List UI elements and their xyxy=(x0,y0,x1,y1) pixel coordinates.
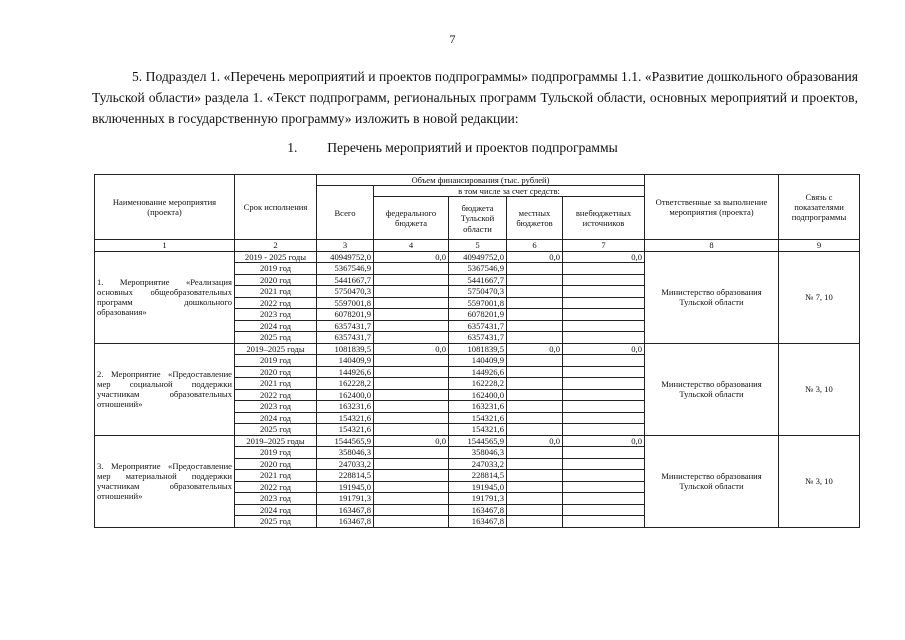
section-number: 1. xyxy=(287,140,298,155)
extra-cell xyxy=(563,458,645,470)
extra-cell: 0,0 xyxy=(563,343,645,355)
regional-cell: 228814,5 xyxy=(449,470,507,482)
column-number: 2 xyxy=(235,240,317,251)
extra-cell xyxy=(563,274,645,286)
regional-cell: 163467,8 xyxy=(449,516,507,528)
federal-cell xyxy=(374,470,449,482)
federal-cell xyxy=(374,401,449,413)
period-cell: 2024 год xyxy=(235,320,317,332)
extra-cell xyxy=(563,355,645,367)
extra-cell xyxy=(563,320,645,332)
extra-cell xyxy=(563,389,645,401)
extra-cell: 0,0 xyxy=(563,251,645,263)
header-regional: бюджета Тульской области xyxy=(449,197,507,240)
column-number: 4 xyxy=(374,240,449,251)
extra-cell xyxy=(563,297,645,309)
extra-cell xyxy=(563,332,645,344)
total-cell: 154321,6 xyxy=(317,412,374,424)
regional-cell: 140409,9 xyxy=(449,355,507,367)
local-cell xyxy=(507,481,563,493)
indicator-link-cell: № 3, 10 xyxy=(779,343,860,435)
header-period: Срок исполнения xyxy=(235,175,317,240)
extra-cell xyxy=(563,378,645,390)
column-number: 9 xyxy=(779,240,860,251)
total-cell: 191791,3 xyxy=(317,493,374,505)
total-cell: 163467,8 xyxy=(317,504,374,516)
local-cell xyxy=(507,389,563,401)
total-cell: 163231,6 xyxy=(317,401,374,413)
total-cell: 5367546,9 xyxy=(317,263,374,275)
responsible-cell: Министерство образования Тульской области xyxy=(645,435,779,527)
local-cell xyxy=(507,458,563,470)
federal-cell xyxy=(374,378,449,390)
total-cell: 140409,9 xyxy=(317,355,374,367)
total-cell: 5750470,3 xyxy=(317,286,374,298)
total-cell: 5441667,7 xyxy=(317,274,374,286)
total-cell: 154321,6 xyxy=(317,424,374,436)
period-cell: 2019–2025 годы xyxy=(235,435,317,447)
period-cell: 2019–2025 годы xyxy=(235,343,317,355)
total-cell: 40949752,0 xyxy=(317,251,374,263)
local-cell xyxy=(507,378,563,390)
extra-cell xyxy=(563,504,645,516)
federal-cell: 0,0 xyxy=(374,251,449,263)
extra-cell: 0,0 xyxy=(563,435,645,447)
indicator-link-cell: № 7, 10 xyxy=(779,251,860,343)
extra-cell xyxy=(563,309,645,321)
extra-cell xyxy=(563,263,645,275)
column-number: 5 xyxy=(449,240,507,251)
regional-cell: 144926,6 xyxy=(449,366,507,378)
extra-cell xyxy=(563,424,645,436)
period-cell: 2019 - 2025 годы xyxy=(235,251,317,263)
regional-cell: 5750470,3 xyxy=(449,286,507,298)
table-row xyxy=(95,435,860,447)
regional-cell: 1081839,5 xyxy=(449,343,507,355)
measure-name: 2. Мероприятие «Предоставление мер социальной поддержки участникам образовательных отношений» xyxy=(95,343,235,435)
period-cell: 2020 год xyxy=(235,458,317,470)
header-funding: Объем финансирования (тыс. рублей) xyxy=(317,175,645,186)
extra-cell xyxy=(563,401,645,413)
regional-cell: 191945,0 xyxy=(449,481,507,493)
federal-cell xyxy=(374,355,449,367)
period-cell: 2022 год xyxy=(235,481,317,493)
extra-cell xyxy=(563,516,645,528)
regional-cell: 40949752,0 xyxy=(449,251,507,263)
period-cell: 2024 год xyxy=(235,504,317,516)
column-number: 7 xyxy=(563,240,645,251)
federal-cell xyxy=(374,332,449,344)
regional-cell: 163231,6 xyxy=(449,401,507,413)
local-cell xyxy=(507,493,563,505)
total-cell: 6078201,9 xyxy=(317,309,374,321)
period-cell: 2019 год xyxy=(235,263,317,275)
local-cell xyxy=(507,274,563,286)
period-cell: 2023 год xyxy=(235,493,317,505)
local-cell xyxy=(507,412,563,424)
local-cell xyxy=(507,470,563,482)
header-responsible: Ответственные за выполнение мероприятия (проекта) xyxy=(645,175,779,240)
column-number: 1 xyxy=(95,240,235,251)
regional-cell: 6078201,9 xyxy=(449,309,507,321)
federal-cell xyxy=(374,424,449,436)
federal-cell xyxy=(374,274,449,286)
regional-cell: 247033,2 xyxy=(449,458,507,470)
extra-cell xyxy=(563,412,645,424)
local-cell xyxy=(507,320,563,332)
local-cell: 0,0 xyxy=(507,343,563,355)
federal-cell xyxy=(374,412,449,424)
federal-cell xyxy=(374,286,449,298)
local-cell xyxy=(507,263,563,275)
federal-cell: 0,0 xyxy=(374,343,449,355)
header-total: Всего xyxy=(317,186,374,240)
header-name: Наименование мероприятия (проекта) xyxy=(95,175,235,240)
regional-cell: 6357431,7 xyxy=(449,332,507,344)
indicator-link-cell: № 3, 10 xyxy=(779,435,860,527)
local-cell xyxy=(507,332,563,344)
intro-paragraph: 5. Подраздел 1. «Перечень мероприятий и проектов подпрограммы» подпрограммы 1.1. «Развитие дошкольного образования Тульской области» раздела 1. «Текст подпрограмм, региональных программ Тульской области, основных мероприятий и проектов, включенных в государственную программу» изложить в новой редакции: xyxy=(92,69,858,126)
total-cell: 163467,8 xyxy=(317,516,374,528)
regional-cell: 162228,2 xyxy=(449,378,507,390)
regional-cell: 5597001,8 xyxy=(449,297,507,309)
measure-name: 1. Мероприятие «Реализация основных общеобразовательных программ дошкольного образования» xyxy=(95,251,235,343)
regional-cell: 1544565,9 xyxy=(449,435,507,447)
period-cell: 2019 год xyxy=(235,355,317,367)
header-extra: внебюджетных источников xyxy=(563,197,645,240)
period-cell: 2021 год xyxy=(235,470,317,482)
regional-cell: 358046,3 xyxy=(449,447,507,459)
page-number: 7 xyxy=(449,32,456,46)
responsible-cell: Министерство образования Тульской области xyxy=(645,343,779,435)
local-cell xyxy=(507,401,563,413)
federal-cell xyxy=(374,458,449,470)
extra-cell xyxy=(563,447,645,459)
local-cell: 0,0 xyxy=(507,435,563,447)
total-cell: 144926,6 xyxy=(317,366,374,378)
federal-cell xyxy=(374,447,449,459)
federal-cell xyxy=(374,263,449,275)
header-local: местных бюджетов xyxy=(507,197,563,240)
federal-cell xyxy=(374,320,449,332)
local-cell xyxy=(507,286,563,298)
federal-cell xyxy=(374,297,449,309)
regional-cell: 6357431,7 xyxy=(449,320,507,332)
federal-cell xyxy=(374,366,449,378)
total-cell: 358046,3 xyxy=(317,447,374,459)
responsible-cell: Министерство образования Тульской области xyxy=(645,251,779,343)
extra-cell xyxy=(563,366,645,378)
federal-cell xyxy=(374,516,449,528)
column-number: 3 xyxy=(317,240,374,251)
period-cell: 2024 год xyxy=(235,412,317,424)
column-numbers-row xyxy=(95,240,860,251)
total-cell: 1081839,5 xyxy=(317,343,374,355)
period-cell: 2020 год xyxy=(235,274,317,286)
period-cell: 2022 год xyxy=(235,389,317,401)
total-cell: 5597001,8 xyxy=(317,297,374,309)
total-cell: 228814,5 xyxy=(317,470,374,482)
extra-cell xyxy=(563,481,645,493)
period-cell: 2022 год xyxy=(235,297,317,309)
regional-cell: 5441667,7 xyxy=(449,274,507,286)
column-number: 8 xyxy=(645,240,779,251)
header-including: в том числе за счет средств: xyxy=(374,186,645,197)
federal-cell xyxy=(374,504,449,516)
period-cell: 2019 год xyxy=(235,447,317,459)
regional-cell: 154321,6 xyxy=(449,424,507,436)
federal-cell xyxy=(374,309,449,321)
header-link: Связь с показателями подпрограммы xyxy=(779,175,860,240)
federal-cell xyxy=(374,493,449,505)
period-cell: 2021 год xyxy=(235,378,317,390)
period-cell: 2025 год xyxy=(235,424,317,436)
local-cell xyxy=(507,355,563,367)
header-federal: федерального бюджета xyxy=(374,197,449,240)
regional-cell: 191791,3 xyxy=(449,493,507,505)
table-row xyxy=(95,251,860,263)
total-cell: 247033,2 xyxy=(317,458,374,470)
federal-cell: 0,0 xyxy=(374,435,449,447)
local-cell xyxy=(507,424,563,436)
extra-cell xyxy=(563,493,645,505)
section-heading xyxy=(0,140,905,156)
federal-cell xyxy=(374,481,449,493)
period-cell: 2020 год xyxy=(235,366,317,378)
local-cell xyxy=(507,447,563,459)
extra-cell xyxy=(563,470,645,482)
extra-cell xyxy=(563,286,645,298)
local-cell xyxy=(507,504,563,516)
local-cell xyxy=(507,309,563,321)
period-cell: 2025 год xyxy=(235,516,317,528)
period-cell: 2021 год xyxy=(235,286,317,298)
column-number: 6 xyxy=(507,240,563,251)
regional-cell: 162400,0 xyxy=(449,389,507,401)
total-cell: 6357431,7 xyxy=(317,332,374,344)
period-cell: 2023 год xyxy=(235,401,317,413)
local-cell xyxy=(507,297,563,309)
section-title: Перечень мероприятий и проектов подпрограммы xyxy=(327,140,618,155)
regional-cell: 163467,8 xyxy=(449,504,507,516)
period-cell: 2023 год xyxy=(235,309,317,321)
regional-cell: 154321,6 xyxy=(449,412,507,424)
measures-body xyxy=(95,251,860,527)
total-cell: 6357431,7 xyxy=(317,320,374,332)
total-cell: 162400,0 xyxy=(317,389,374,401)
total-cell: 162228,2 xyxy=(317,378,374,390)
total-cell: 1544565,9 xyxy=(317,435,374,447)
measure-name: 3. Мероприятие «Предоставление мер материальной поддержки участникам образовательных отношений» xyxy=(95,435,235,527)
local-cell xyxy=(507,366,563,378)
local-cell: 0,0 xyxy=(507,251,563,263)
measures-table xyxy=(94,174,860,528)
federal-cell xyxy=(374,389,449,401)
total-cell: 191945,0 xyxy=(317,481,374,493)
local-cell xyxy=(507,516,563,528)
period-cell: 2025 год xyxy=(235,332,317,344)
regional-cell: 5367546,9 xyxy=(449,263,507,275)
table-row xyxy=(95,343,860,355)
